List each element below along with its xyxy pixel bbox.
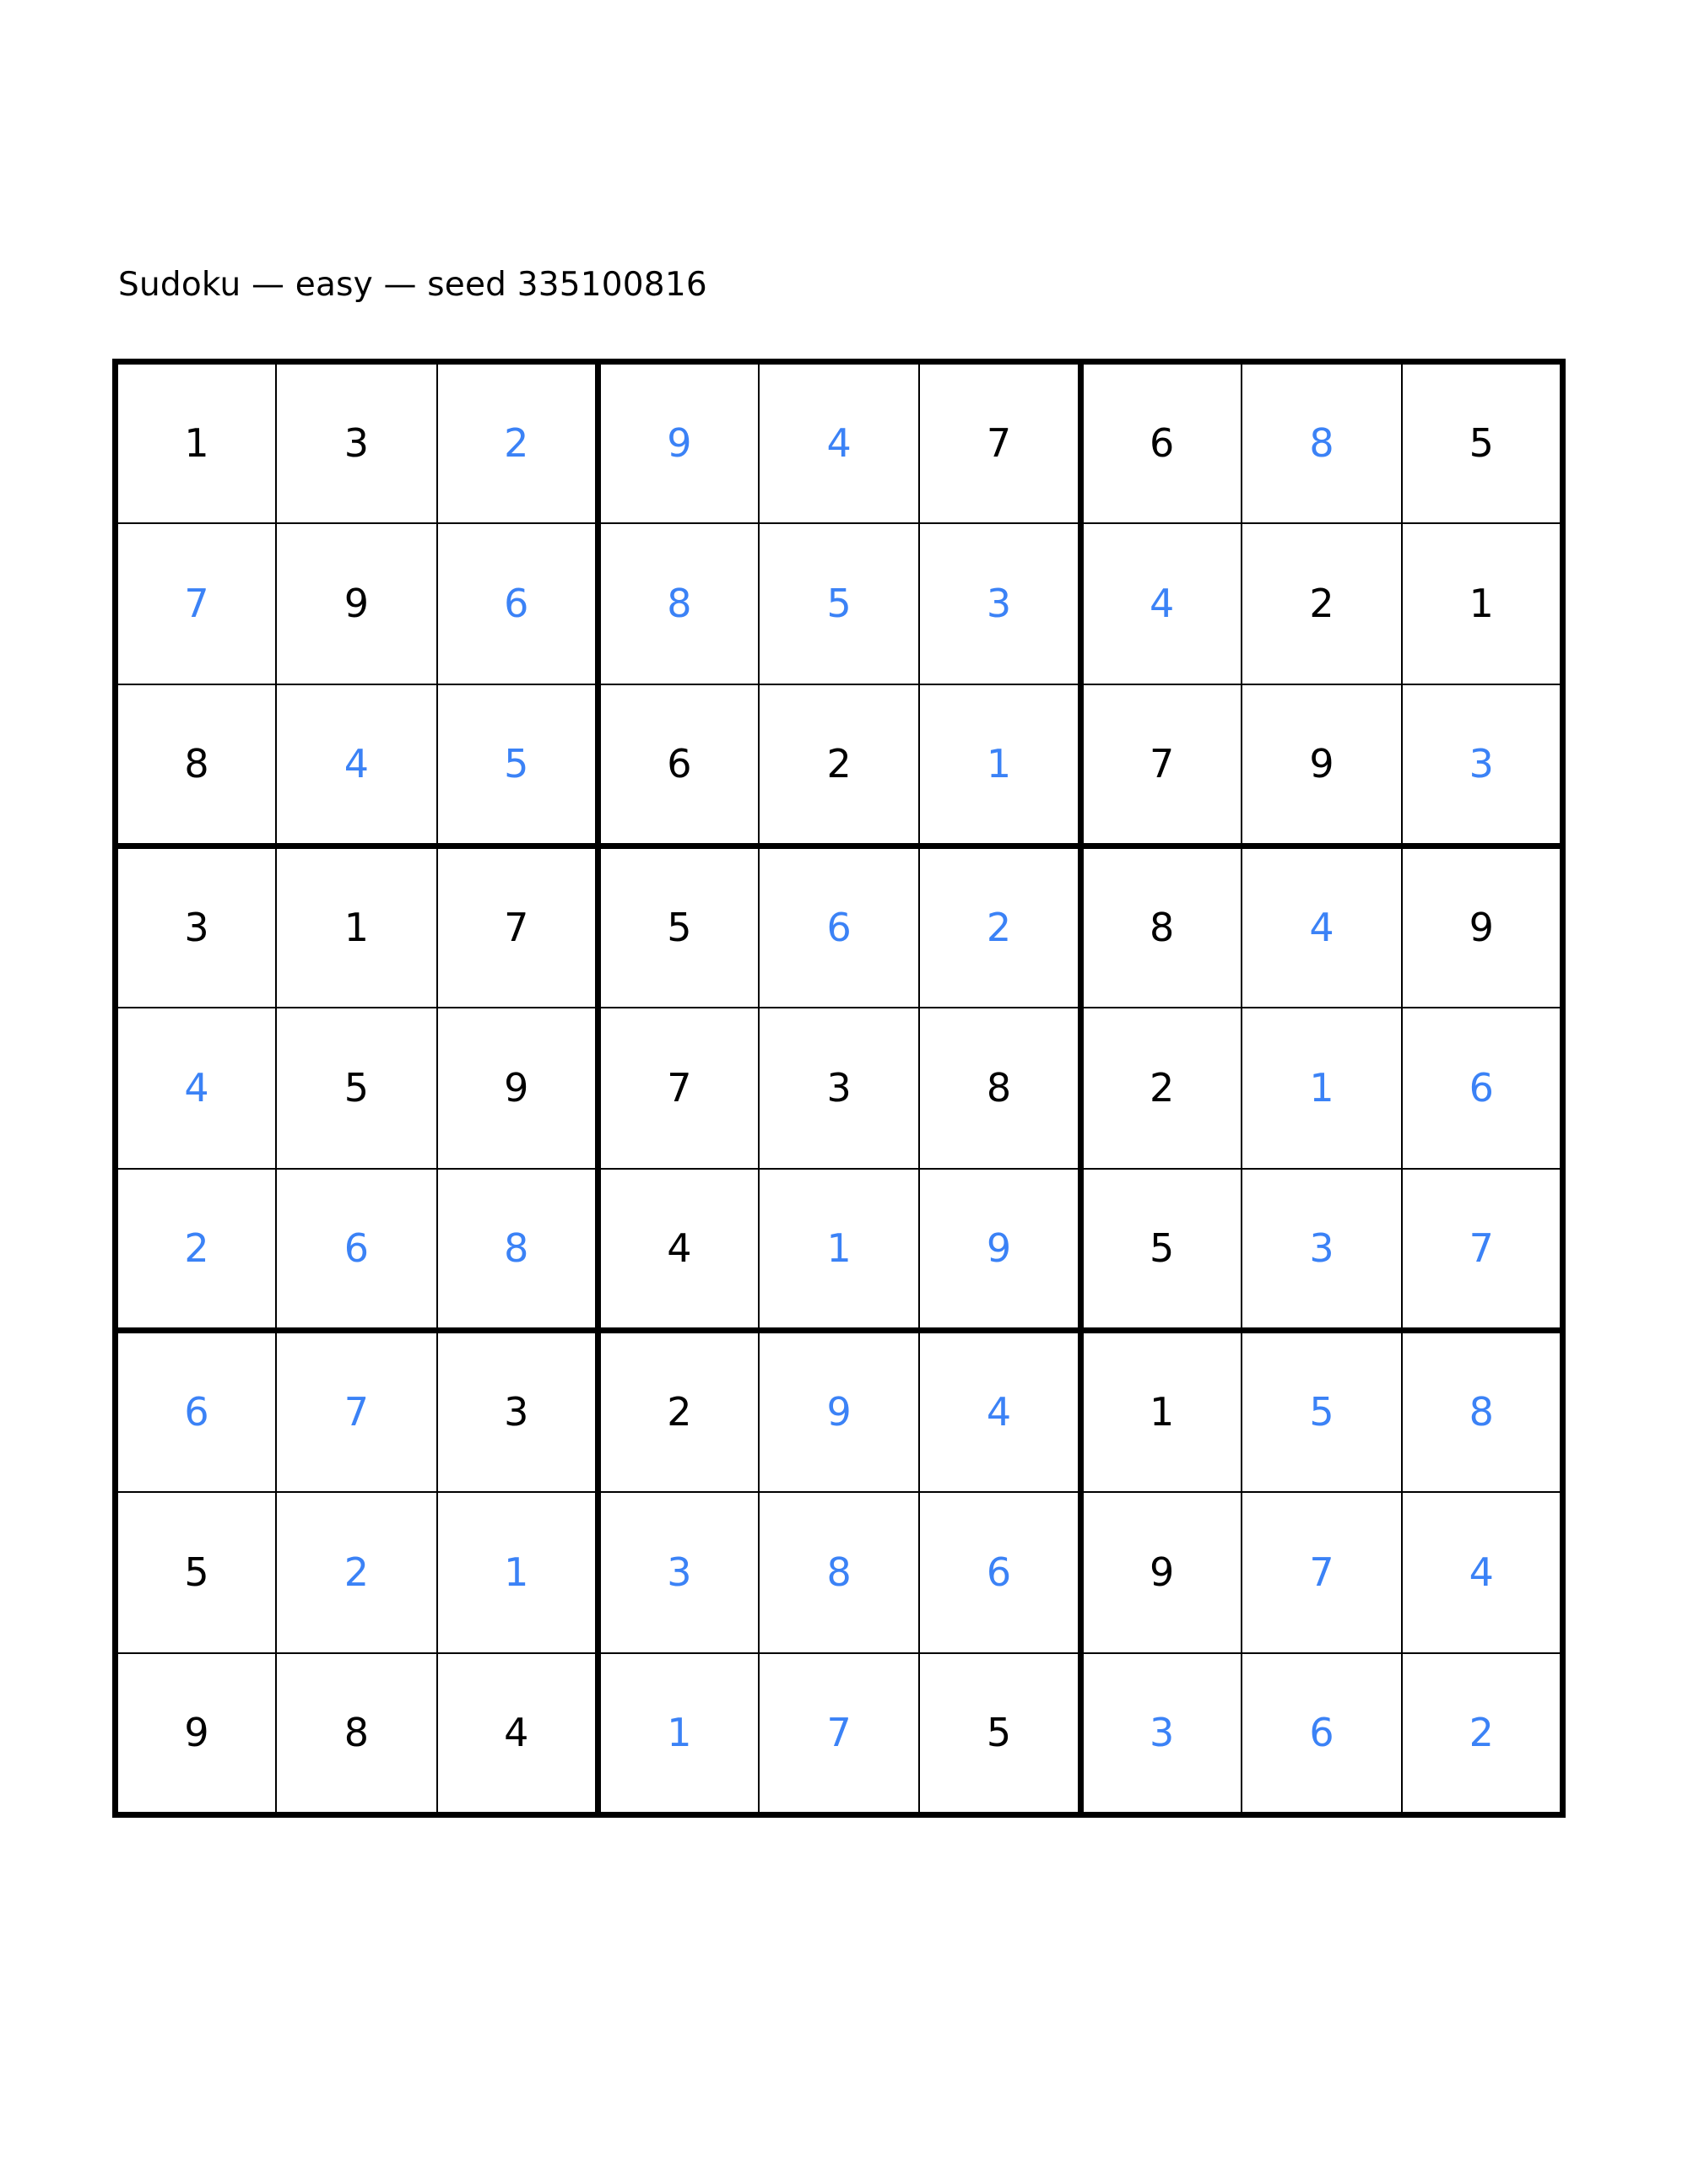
- sudoku-cell-r7c2[interactable]: 7: [276, 1330, 437, 1491]
- sudoku-cell-r8c4[interactable]: 3: [598, 1492, 759, 1653]
- sudoku-row: [116, 1169, 1563, 1330]
- sudoku-cell-r6c7[interactable]: 5: [1080, 1169, 1242, 1330]
- sudoku-grid[interactable]: [112, 359, 1566, 1818]
- sudoku-cell-r4c7[interactable]: 8: [1080, 846, 1242, 1007]
- sudoku-cell-r5c1[interactable]: 4: [116, 1008, 277, 1169]
- sudoku-cell-r6c5[interactable]: 1: [759, 1169, 920, 1330]
- sudoku-row: [116, 1008, 1563, 1169]
- sudoku-cell-r1c1[interactable]: 1: [116, 362, 277, 523]
- sudoku-cell-r8c2[interactable]: 2: [276, 1492, 437, 1653]
- sudoku-cell-r6c8[interactable]: 3: [1242, 1169, 1403, 1330]
- sudoku-cell-r3c3[interactable]: 5: [437, 684, 598, 846]
- sudoku-cell-r2c9[interactable]: 1: [1402, 523, 1563, 684]
- sudoku-cell-r5c9[interactable]: 6: [1402, 1008, 1563, 1169]
- sudoku-cell-r7c1[interactable]: 6: [116, 1330, 277, 1491]
- sudoku-cell-r7c4[interactable]: 2: [598, 1330, 759, 1491]
- sudoku-cell-r2c7[interactable]: 4: [1080, 523, 1242, 684]
- sudoku-cell-r3c8[interactable]: 9: [1242, 684, 1403, 846]
- page-title: Sudoku — easy — seed 335100816: [118, 266, 707, 304]
- sudoku-row: [116, 846, 1563, 1007]
- sudoku-cell-r9c3[interactable]: 4: [437, 1653, 598, 1814]
- sudoku-cell-r1c5[interactable]: 4: [759, 362, 920, 523]
- sudoku-cell-r2c1[interactable]: 7: [116, 523, 277, 684]
- sudoku-row: [116, 362, 1563, 523]
- sudoku-cell-r9c2[interactable]: 8: [276, 1653, 437, 1814]
- sudoku-cell-r5c7[interactable]: 2: [1080, 1008, 1242, 1169]
- sudoku-cell-r6c1[interactable]: 2: [116, 1169, 277, 1330]
- sudoku-row: [116, 1492, 1563, 1653]
- sudoku-cell-r3c6[interactable]: 1: [919, 684, 1080, 846]
- sudoku-cell-r2c4[interactable]: 8: [598, 523, 759, 684]
- sudoku-cell-r1c7[interactable]: 6: [1080, 362, 1242, 523]
- sudoku-row: [116, 1330, 1563, 1491]
- sudoku-cell-r7c8[interactable]: 5: [1242, 1330, 1403, 1491]
- sudoku-cell-r2c6[interactable]: 3: [919, 523, 1080, 684]
- sudoku-cell-r6c6[interactable]: 9: [919, 1169, 1080, 1330]
- sudoku-cell-r1c2[interactable]: 3: [276, 362, 437, 523]
- sudoku-cell-r7c7[interactable]: 1: [1080, 1330, 1242, 1491]
- sudoku-cell-r4c3[interactable]: 7: [437, 846, 598, 1007]
- sudoku-cell-r8c9[interactable]: 4: [1402, 1492, 1563, 1653]
- sudoku-cell-r2c8[interactable]: 2: [1242, 523, 1403, 684]
- sudoku-row: [116, 1653, 1563, 1814]
- sudoku-cell-r7c5[interactable]: 9: [759, 1330, 920, 1491]
- sudoku-cell-r9c6[interactable]: 5: [919, 1653, 1080, 1814]
- sudoku-cell-r8c8[interactable]: 7: [1242, 1492, 1403, 1653]
- sudoku-cell-r1c8[interactable]: 8: [1242, 362, 1403, 523]
- sudoku-cell-r1c4[interactable]: 9: [598, 362, 759, 523]
- sudoku-cell-r2c2[interactable]: 9: [276, 523, 437, 684]
- sudoku-cell-r7c3[interactable]: 3: [437, 1330, 598, 1491]
- sudoku-cell-r4c5[interactable]: 6: [759, 846, 920, 1007]
- sudoku-cell-r3c4[interactable]: 6: [598, 684, 759, 846]
- sudoku-cell-r2c3[interactable]: 6: [437, 523, 598, 684]
- sudoku-cell-r9c9[interactable]: 2: [1402, 1653, 1563, 1814]
- sudoku-cell-r4c2[interactable]: 1: [276, 846, 437, 1007]
- sudoku-cell-r9c1[interactable]: 9: [116, 1653, 277, 1814]
- sudoku-cell-r3c7[interactable]: 7: [1080, 684, 1242, 846]
- sudoku-cell-r8c7[interactable]: 9: [1080, 1492, 1242, 1653]
- sudoku-cell-r6c9[interactable]: 7: [1402, 1169, 1563, 1330]
- sudoku-row: [116, 523, 1563, 684]
- sudoku-cell-r5c4[interactable]: 7: [598, 1008, 759, 1169]
- sudoku-cell-r8c6[interactable]: 6: [919, 1492, 1080, 1653]
- sudoku-cell-r4c1[interactable]: 3: [116, 846, 277, 1007]
- sudoku-cell-r3c1[interactable]: 8: [116, 684, 277, 846]
- sudoku-cell-r8c3[interactable]: 1: [437, 1492, 598, 1653]
- sudoku-row: [116, 684, 1563, 846]
- sudoku-cell-r4c4[interactable]: 5: [598, 846, 759, 1007]
- sudoku-cell-r4c6[interactable]: 2: [919, 846, 1080, 1007]
- sudoku-cell-r5c2[interactable]: 5: [276, 1008, 437, 1169]
- sudoku-cell-r5c3[interactable]: 9: [437, 1008, 598, 1169]
- sudoku-cell-r4c9[interactable]: 9: [1402, 846, 1563, 1007]
- sudoku-cell-r3c5[interactable]: 2: [759, 684, 920, 846]
- sudoku-cell-r9c4[interactable]: 1: [598, 1653, 759, 1814]
- sudoku-grid-container: [112, 359, 1561, 1812]
- sudoku-cell-r7c6[interactable]: 4: [919, 1330, 1080, 1491]
- sudoku-cell-r6c2[interactable]: 6: [276, 1169, 437, 1330]
- sudoku-cell-r8c1[interactable]: 5: [116, 1492, 277, 1653]
- sudoku-cell-r6c3[interactable]: 8: [437, 1169, 598, 1330]
- sudoku-cell-r6c4[interactable]: 4: [598, 1169, 759, 1330]
- sudoku-cell-r3c2[interactable]: 4: [276, 684, 437, 846]
- sudoku-cell-r8c5[interactable]: 8: [759, 1492, 920, 1653]
- sudoku-cell-r5c5[interactable]: 3: [759, 1008, 920, 1169]
- sudoku-grid-body: [116, 362, 1563, 1815]
- sudoku-cell-r1c6[interactable]: 7: [919, 362, 1080, 523]
- sudoku-cell-r1c3[interactable]: 2: [437, 362, 598, 523]
- sudoku-cell-r3c9[interactable]: 3: [1402, 684, 1563, 846]
- sudoku-cell-r9c8[interactable]: 6: [1242, 1653, 1403, 1814]
- sudoku-cell-r5c8[interactable]: 1: [1242, 1008, 1403, 1169]
- sudoku-cell-r9c7[interactable]: 3: [1080, 1653, 1242, 1814]
- sudoku-cell-r1c9[interactable]: 5: [1402, 362, 1563, 523]
- sudoku-cell-r5c6[interactable]: 8: [919, 1008, 1080, 1169]
- sudoku-cell-r2c5[interactable]: 5: [759, 523, 920, 684]
- sudoku-cell-r7c9[interactable]: 8: [1402, 1330, 1563, 1491]
- sudoku-cell-r4c8[interactable]: 4: [1242, 846, 1403, 1007]
- sudoku-cell-r9c5[interactable]: 7: [759, 1653, 920, 1814]
